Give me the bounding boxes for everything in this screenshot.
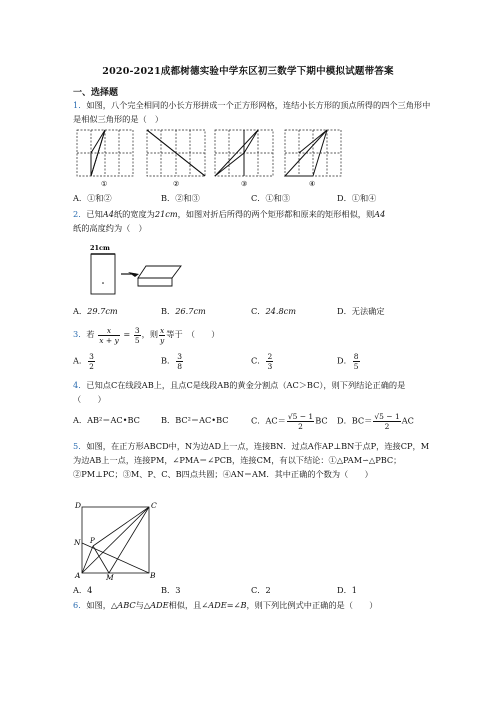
question-2 xyxy=(73,207,433,235)
grid-figure-3 xyxy=(215,130,273,176)
text-part: ，则下列比例式中正确的是（ ） xyxy=(246,600,378,610)
question-5 xyxy=(73,439,433,481)
question-text: 已知点C在线段AB上，且点C是线段AB的黄金分割点（AC＞BC），则下列结论正确的是（ ） xyxy=(73,380,406,404)
figure-label-2: ② xyxy=(173,180,180,188)
question-6 xyxy=(73,598,453,612)
text-part: 纸的宽度为 xyxy=(113,209,155,219)
question-text: 如图，八个完全相同的小长方形拼成一个正方形网格，连结小长方形的顶点所得的四个三角形中是相似三角形的是（ ） xyxy=(73,100,431,124)
option-b[interactable]: B．3 xyxy=(161,585,181,595)
text-part: 与 xyxy=(135,600,144,610)
question-3 xyxy=(73,321,433,347)
option-d[interactable]: D．①和④ xyxy=(337,193,377,203)
option-c[interactable]: C．2 xyxy=(251,585,271,595)
paper-size: A4 xyxy=(102,209,114,219)
question-5-figure xyxy=(73,500,163,582)
vertex-label-c: C xyxy=(151,501,157,510)
vertex-label-d: D xyxy=(75,501,82,510)
vertex-label-m: M xyxy=(106,573,114,582)
text-part: ，如图对折后所得的两个矩形都和原来的矩形相似，则 xyxy=(177,209,375,219)
question-4 xyxy=(73,378,433,406)
grid-figure-4 xyxy=(285,130,341,176)
option-d[interactable]: D． $\frac{8}{5}$ xyxy=(337,352,359,371)
figure-label-1: ① xyxy=(101,180,108,188)
figure-width-label: 21cm xyxy=(90,244,110,252)
text-part: 等于 （ ） xyxy=(166,329,220,339)
equals-sign: = xyxy=(226,600,234,610)
text-part: 纸的高度约为（ ） xyxy=(73,223,147,233)
option-a[interactable]: A．29.7cm xyxy=(73,306,118,316)
option-c[interactable]: C．①和③ xyxy=(251,193,291,203)
grid-figure-1 xyxy=(77,130,133,176)
question-number: 6． xyxy=(73,600,87,610)
text-part: 相似，且 xyxy=(168,600,202,610)
text-part: ，则 xyxy=(141,329,159,339)
triangle-abc: △ABC xyxy=(110,600,136,610)
figure-label-4: ④ xyxy=(309,180,316,188)
option-c[interactable]: C．AC＝ $\frac{√5 - 1}{2}$ BC xyxy=(251,412,328,431)
fraction-x-over-y: $\frac{x}{y}$ xyxy=(160,325,165,345)
angle-b: ∠B xyxy=(233,600,247,610)
vertex-label-a: A xyxy=(75,571,81,580)
equals-sign: = xyxy=(123,329,131,339)
option-d[interactable]: D．BC＝ $\frac{√5 - 1}{2}$ AC xyxy=(337,412,414,431)
option-b[interactable]: B．26.7cm xyxy=(161,306,206,316)
option-a[interactable]: A． $\frac{3}{2}$ xyxy=(73,352,94,371)
option-a[interactable]: A．AB²＝AC•BC xyxy=(73,415,140,425)
option-b[interactable]: B．BC²＝AC•BC xyxy=(161,415,229,425)
option-b[interactable]: B． $\frac{3}{8}$ xyxy=(161,352,182,371)
fraction-x-over-x-plus-y: $\frac{x}{x + y}$ xyxy=(99,325,119,345)
question-number: 2． xyxy=(73,209,87,219)
paper-width: 21cm xyxy=(154,209,178,219)
question-2-figure xyxy=(88,244,198,302)
question-number: 3． xyxy=(73,329,87,339)
option-a[interactable]: A．①和② xyxy=(73,193,112,203)
text-part: 已知 xyxy=(86,209,103,219)
question-number: 1． xyxy=(73,100,87,110)
fraction-3-5: $\frac{3}{5}$ xyxy=(134,325,140,345)
grid-figure-2 xyxy=(147,130,205,176)
section-heading: 一、选择题 xyxy=(73,88,119,98)
angle-ade: ∠ADE xyxy=(201,600,227,610)
option-b[interactable]: B．②和③ xyxy=(161,193,200,203)
question-number: 5． xyxy=(73,441,87,451)
option-a[interactable]: A．4 xyxy=(73,585,93,595)
option-d[interactable]: D．无法确定 xyxy=(337,306,385,316)
option-d[interactable]: D．1 xyxy=(337,585,357,595)
vertex-label-b: B xyxy=(150,571,156,580)
vertex-label-p: P xyxy=(90,537,95,545)
vertex-label-n: N xyxy=(74,538,81,547)
text-part: 如图， xyxy=(86,600,111,610)
text-part: 若 xyxy=(86,329,95,339)
question-text: 如图，在正方形ABCD中，N为边AD上一点，连接BN．过点A作AP⊥BN于点P，连接CP，M为边AB上一点，连接PM，∠PMA＝∠PCB，连接CM，有以下结论：①△PAM∽△PBC；②PM⊥PC；③M、P、C、B四点共圆；④AN＝AM．其中正确的个数为（ ） xyxy=(73,441,430,479)
option-c[interactable]: C． $\frac{2}{3}$ xyxy=(251,352,273,371)
option-c[interactable]: C．24.8cm xyxy=(251,306,297,316)
triangle-ade: △ADE xyxy=(143,600,169,610)
paper-size: A4 xyxy=(374,209,386,219)
question-number: 4． xyxy=(73,380,87,390)
question-1 xyxy=(73,98,433,126)
question-1-figure xyxy=(73,128,373,190)
figure-label-3: ③ xyxy=(241,180,248,188)
page-title: 2020-2021成都树德实验中学东区初三数学下期中模拟试题带答案 xyxy=(102,66,394,77)
